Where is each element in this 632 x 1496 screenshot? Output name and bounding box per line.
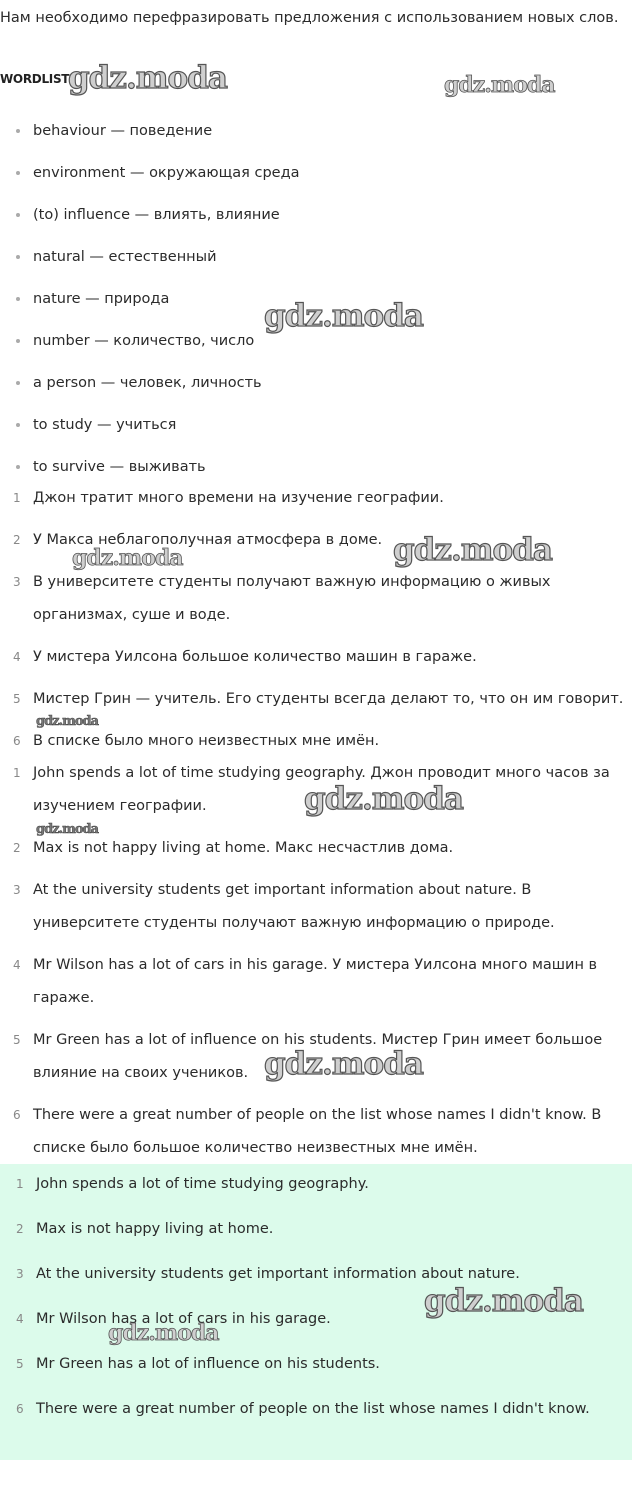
list-item <box>3 1391 623 1427</box>
item-text: Mr Wilson has a lot of cars in his garage. У мистера Уилсона много машин в гараже. <box>33 957 598 1006</box>
watermark-logo: gdz.moda <box>304 781 463 817</box>
item-number: 2 <box>13 533 21 547</box>
answer-box <box>0 1164 632 1460</box>
item-number: 1 <box>16 1177 24 1191</box>
list-item <box>0 482 630 515</box>
bullet-icon <box>16 465 20 469</box>
item-number: 4 <box>13 958 21 972</box>
list-item <box>0 1024 630 1090</box>
word-text: number — количество, число <box>33 333 255 349</box>
answer-list <box>3 1166 623 1436</box>
word-text: environment — окружающая среда <box>33 165 300 181</box>
list-item <box>0 281 300 323</box>
watermark-logo: gdz.moda <box>444 72 555 98</box>
item-text: Мистер Грин — учитель. Его студенты всегда делают то, что он им говорит. <box>33 691 624 707</box>
bullet-icon <box>16 171 20 175</box>
item-text: At the university students get important information about nature. В университете студенты получают важную информацию о природе. <box>33 882 555 931</box>
item-text: В списке было много неизвестных мне имён. <box>33 733 380 749</box>
wordlist-title: WORDLIST <box>0 72 70 86</box>
item-number: 5 <box>13 692 21 706</box>
list-item <box>0 725 630 758</box>
list-item <box>0 155 300 197</box>
item-number: 2 <box>16 1222 24 1236</box>
answer-list-translated <box>0 757 630 1174</box>
item-text: У мистера Уилсона большое количество машин в гараже. <box>33 649 477 665</box>
item-number: 1 <box>13 766 21 780</box>
item-number: 4 <box>16 1312 24 1326</box>
item-text: John spends a lot of time studying geography. <box>36 1176 369 1192</box>
item-text: Mr Green has a lot of influence on his students. <box>36 1356 380 1372</box>
item-number: 3 <box>13 575 21 589</box>
watermark-logo: gdz.moda <box>393 532 552 568</box>
watermark-logo: gdz.moda <box>72 545 183 571</box>
item-number: 6 <box>16 1402 24 1416</box>
item-number: 6 <box>13 1108 21 1122</box>
list-item <box>0 641 630 674</box>
list-item <box>0 832 630 865</box>
watermark-logo: gdz.moda <box>68 60 227 96</box>
item-text: John spends a lot of time studying geography. Джон проводит много часов за изучением географии. <box>33 765 610 814</box>
item-text: Max is not happy living at home. <box>36 1221 274 1237</box>
word-text: nature — природа <box>33 291 170 307</box>
task-list <box>0 482 630 767</box>
wordlist <box>0 113 300 491</box>
word-text: natural — естественный <box>33 249 217 265</box>
list-item <box>0 323 300 365</box>
bullet-icon <box>16 339 20 343</box>
list-item <box>3 1256 623 1292</box>
item-text: There were a great number of people on the list whose names I didn't know. <box>36 1401 590 1417</box>
bullet-icon <box>16 255 20 259</box>
word-text: a person — человек, личность <box>33 375 262 391</box>
item-text: У Макса неблагополучная атмосфера в доме. <box>33 532 383 548</box>
item-number: 2 <box>13 841 21 855</box>
item-text: Mr Green has a lot of influence on his students. Мистер Грин имеет большое влияние на своих учеников. <box>33 1032 603 1081</box>
bullet-icon <box>16 423 20 427</box>
bullet-icon <box>16 129 20 133</box>
list-item <box>0 1099 630 1165</box>
item-text: Джон тратит много времени на изучение географии. <box>33 490 444 506</box>
watermark-logo: gdz.moda <box>36 822 99 837</box>
intro-text: Нам необходимо перефразировать предложения с использованием новых слов. <box>0 10 619 26</box>
bullet-icon <box>16 297 20 301</box>
watermark-logo: gdz.moda <box>36 714 99 729</box>
item-text: Max is not happy living at home. Макс несчастлив дома. <box>33 840 454 856</box>
list-item <box>3 1346 623 1382</box>
list-item <box>3 1166 623 1202</box>
item-text: В университете студенты получают важную информацию о живых организмах, суше и воде. <box>33 574 551 623</box>
watermark-logo: gdz.moda <box>108 1320 219 1346</box>
list-item <box>0 524 630 557</box>
list-item <box>0 197 300 239</box>
item-text: Mr Wilson has a lot of cars in his garage. <box>36 1311 331 1327</box>
list-item <box>0 365 300 407</box>
list-item <box>0 113 300 155</box>
item-text: There were a great number of people on the list whose names I didn't know. В списке было большое количество неизвестных мне имён. <box>33 1107 602 1156</box>
bullet-icon <box>16 213 20 217</box>
watermark-logo: gdz.moda <box>264 1046 423 1082</box>
word-text: behaviour — поведение <box>33 123 213 139</box>
list-item <box>0 566 630 632</box>
list-item <box>0 757 630 823</box>
list-item <box>0 407 300 449</box>
watermark-logo: gdz.moda <box>264 298 423 334</box>
list-item <box>0 683 630 716</box>
word-text: (to) influence — влиять, влияние <box>33 207 280 223</box>
item-number: 5 <box>16 1357 24 1371</box>
list-item <box>3 1211 623 1247</box>
item-text: At the university students get important information about nature. <box>36 1266 520 1282</box>
item-number: 3 <box>16 1267 24 1281</box>
item-number: 6 <box>13 734 21 748</box>
item-number: 3 <box>13 883 21 897</box>
list-item <box>0 874 630 940</box>
bullet-icon <box>16 381 20 385</box>
list-item <box>0 949 630 1015</box>
list-item <box>0 239 300 281</box>
word-text: to survive — выживать <box>33 459 206 475</box>
watermark-logo: gdz.moda <box>424 1283 583 1319</box>
item-number: 4 <box>13 650 21 664</box>
item-number: 1 <box>13 491 21 505</box>
list-item <box>3 1301 623 1337</box>
word-text: to study — учиться <box>33 417 177 433</box>
item-number: 5 <box>13 1033 21 1047</box>
